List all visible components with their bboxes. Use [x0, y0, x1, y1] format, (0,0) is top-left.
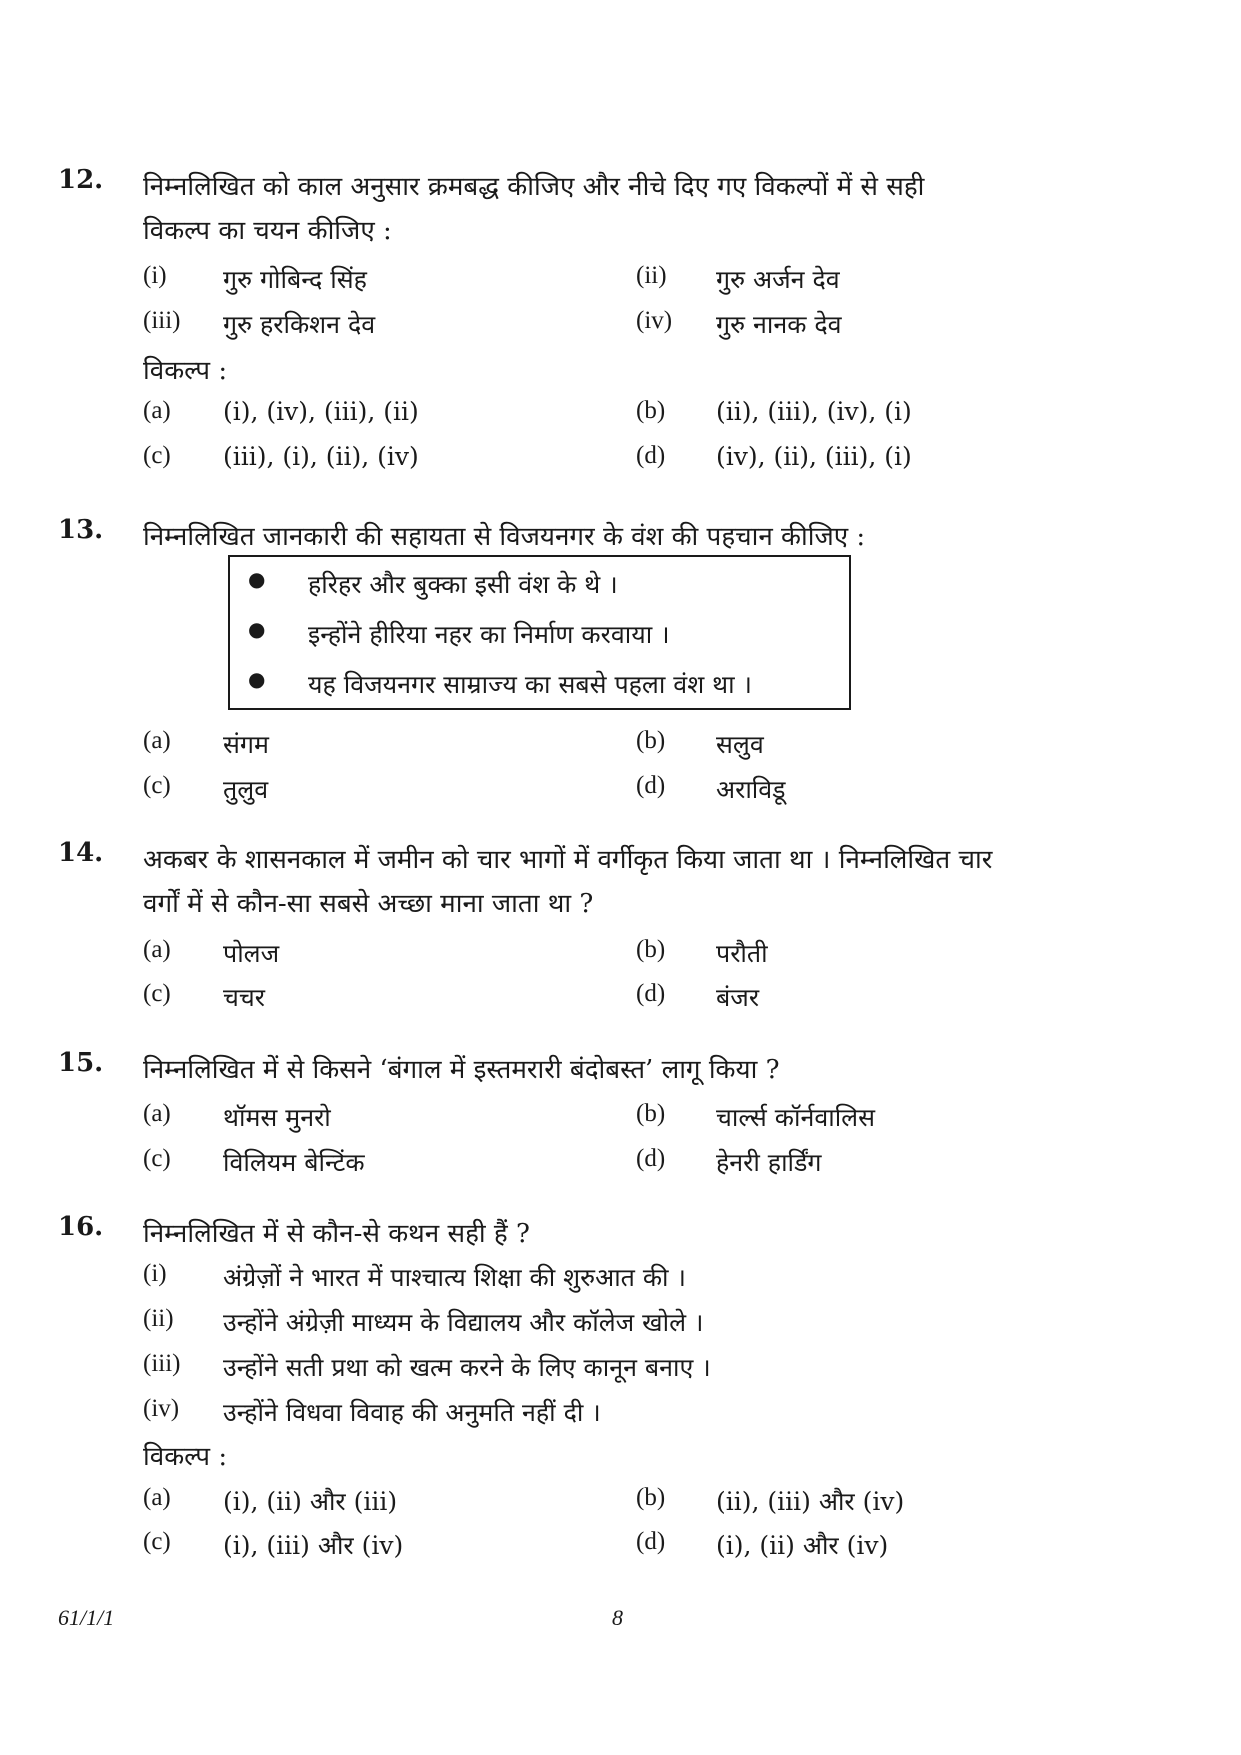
item-text: गुरु गोबिन्द सिंह: [223, 265, 367, 294]
option-label: (a): [143, 397, 171, 424]
statement-label: (ii): [143, 1305, 174, 1332]
statement-text: अंग्रेज़ों ने भारत में पाश्चात्य शिक्षा की शुरुआत की ।: [223, 1263, 686, 1292]
option-text: बंजर: [716, 983, 760, 1012]
statement-text: उन्होंने अंग्रेज़ी माध्यम के विद्यालय और कॉलेज खोले ।: [223, 1308, 704, 1337]
item-label: (i): [143, 262, 167, 289]
option-label: (d): [636, 980, 666, 1007]
question-number: 14.: [58, 838, 104, 868]
item-label: (iii): [143, 307, 181, 334]
info-item-text: हरिहर और बुक्का इसी वंश के थे ।: [308, 570, 618, 599]
option-label: (b): [636, 397, 666, 424]
option-label: (b): [636, 1484, 666, 1511]
option-text: (i), (iii) और (iv): [223, 1531, 404, 1560]
option-label: (c): [143, 442, 171, 469]
option-text: (i), (ii) और (iv): [716, 1531, 889, 1560]
question-text: [143, 515, 1143, 559]
statement-text: उन्होंने सती प्रथा को खत्म करने के लिए कानून बनाए ।: [223, 1353, 711, 1382]
question-text-line: विकल्प का चयन कीजिए :: [143, 216, 392, 246]
question-number: 13.: [58, 515, 104, 545]
question-number: 15.: [58, 1048, 104, 1078]
option-text: परौती: [716, 939, 768, 968]
options-heading: विकल्प :: [143, 1442, 228, 1472]
option-label: (b): [636, 727, 666, 754]
page-number: 8: [612, 1605, 623, 1630]
question-text-line: अकबर के शासनकाल में जमीन को चार भागों में वर्गीकृत किया जाता था । निम्नलिखित चार: [143, 845, 993, 875]
option-label: (d): [636, 1528, 666, 1555]
item-label: (ii): [636, 262, 667, 289]
option-label: (a): [143, 1484, 171, 1511]
option-text: चार्ल्स कॉर्नवालिस: [716, 1103, 876, 1132]
question-number: 16.: [58, 1212, 104, 1242]
paper-code: 61/1/1: [58, 1605, 115, 1630]
option-text: चचर: [223, 983, 265, 1012]
question-number: 12.: [58, 165, 104, 195]
question-text: [143, 838, 1143, 926]
question-text-line: निम्नलिखित जानकारी की सहायता से विजयनगर के वंश की पहचान कीजिए :: [143, 522, 866, 552]
option-text: थॉमस मुनरो: [223, 1103, 331, 1132]
bullet-icon: ●: [248, 667, 266, 691]
question-text-line: निम्नलिखित में से किसने ‘बंगाल में इस्तमरारी बंदोबस्त’ लागू किया ?: [143, 1055, 780, 1085]
option-text: पोलज: [223, 939, 280, 968]
option-label: (a): [143, 727, 171, 754]
info-item-text: यह विजयनगर साम्राज्य का सबसे पहला वंश था ।: [308, 670, 753, 699]
option-text: विलियम बेन्टिंक: [223, 1148, 365, 1177]
statement-label: (iii): [143, 1350, 181, 1377]
option-text: हेनरी हार्डिंग: [716, 1148, 822, 1177]
option-text: (iv), (ii), (iii), (i): [716, 442, 912, 471]
statement-text: उन्होंने विधवा विवाह की अनुमति नहीं दी ।: [223, 1398, 601, 1427]
option-text: अराविडू: [716, 775, 786, 804]
question-text-line: निम्नलिखित में से कौन-से कथन सही हैं ?: [143, 1219, 530, 1249]
option-label: (d): [636, 442, 666, 469]
option-label: (c): [143, 1145, 171, 1172]
option-label: (c): [143, 1528, 171, 1555]
statement-label: (i): [143, 1260, 167, 1287]
options-heading: विकल्प :: [143, 356, 228, 386]
option-text: (iii), (i), (ii), (iv): [223, 442, 419, 471]
info-item-text: इन्होंने हीरिया नहर का निर्माण करवाया ।: [308, 620, 670, 649]
option-label: (a): [143, 1100, 171, 1127]
item-text: गुरु अर्जन देव: [716, 265, 840, 294]
statement-label: (iv): [143, 1395, 180, 1422]
item-text: गुरु हरकिशन देव: [223, 310, 376, 339]
option-label: (b): [636, 1100, 666, 1127]
option-text: (i), (iv), (iii), (ii): [223, 397, 419, 426]
option-text: (ii), (iii) और (iv): [716, 1487, 905, 1516]
question-text-line: वर्गों में से कौन-सा सबसे अच्छा माना जाता था ?: [143, 889, 594, 919]
info-box: [228, 555, 851, 710]
option-text: (ii), (iii), (iv), (i): [716, 397, 912, 426]
question-text: [143, 165, 1143, 253]
bullet-icon: ●: [248, 567, 266, 591]
item-label: (iv): [636, 307, 673, 334]
option-label: (b): [636, 936, 666, 963]
option-label: (c): [143, 772, 171, 799]
question-text: [143, 1212, 1143, 1256]
option-text: (i), (ii) और (iii): [223, 1487, 398, 1516]
option-text: सलुव: [716, 730, 764, 759]
option-text: संगम: [223, 730, 269, 759]
item-text: गुरु नानक देव: [716, 310, 842, 339]
question-text-line: निम्नलिखित को काल अनुसार क्रमबद्ध कीजिए और नीचे दिए गए विकल्पों में से सही: [143, 172, 925, 202]
option-text: तुलुव: [223, 775, 269, 804]
question-text: [143, 1048, 1143, 1092]
bullet-icon: ●: [248, 617, 266, 641]
option-label: (c): [143, 980, 171, 1007]
option-label: (a): [143, 936, 171, 963]
option-label: (d): [636, 772, 666, 799]
option-label: (d): [636, 1145, 666, 1172]
